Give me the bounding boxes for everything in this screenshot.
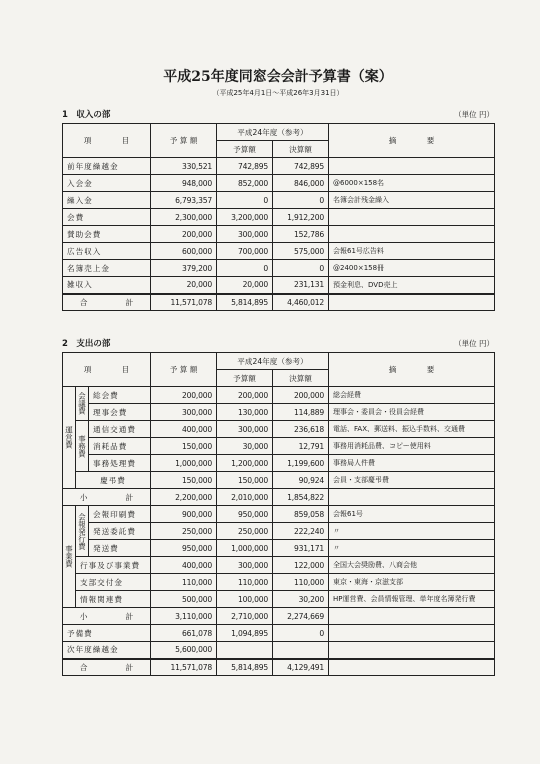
expense-total-prev-budget: 5,814,895 [217, 659, 273, 676]
biz-prev-budget: 250,000 [217, 523, 273, 540]
expense-header-item: 項 目 [63, 353, 151, 387]
ops-subtotal-label: 小 計 [63, 489, 151, 506]
ops-item: 理事会費 [89, 404, 151, 421]
biz-row [63, 574, 495, 591]
biz-note: 東京・東海・京滋支部 [329, 574, 495, 591]
income-header-row-1 [63, 124, 495, 141]
biz-prev-budget: 110,000 [217, 574, 273, 591]
ops-row [63, 455, 495, 472]
income-row [63, 260, 495, 277]
ops-item: 事務処理費 [89, 455, 151, 472]
expense-total-prev-actual: 4,129,491 [273, 659, 329, 676]
income-budget: 330,521 [151, 158, 217, 175]
income-item: 会費 [63, 209, 151, 226]
ops-item: 慶弔費 [76, 472, 151, 489]
income-table [62, 123, 495, 311]
income-prev-actual: 0 [273, 260, 329, 277]
income-header-budget: 予 算 額 [151, 124, 217, 158]
biz-prev-actual: 110,000 [273, 574, 329, 591]
carryover-row [63, 642, 495, 659]
ops-row [63, 404, 495, 421]
reserve-prev-budget: 1,094,895 [217, 625, 273, 642]
income-header-prev-budget: 予算額 [217, 141, 273, 158]
income-note [329, 158, 495, 175]
carryover-label: 次年度繰越金 [63, 642, 151, 659]
expense-header-summary: 摘 要 [329, 353, 495, 387]
document-title: 平成25年度同窓会会計予算書（案） [163, 69, 393, 85]
income-prev-actual: 231,131 [273, 277, 329, 294]
ops-budget: 150,000 [151, 472, 217, 489]
income-prev-actual: 742,895 [273, 158, 329, 175]
income-row [63, 277, 495, 294]
ops-item: 消耗品費 [89, 438, 151, 455]
ops-subtotal-budget: 2,200,000 [151, 489, 217, 506]
carryover-budget: 5,600,000 [151, 642, 217, 659]
income-budget: 2,300,000 [151, 209, 217, 226]
ops-note: 事務用消耗品費、コピー使用料 [329, 438, 495, 455]
ops-prev-actual: 90,924 [273, 472, 329, 489]
ops-row [63, 438, 495, 455]
income-total-prev-actual: 4,460,012 [273, 294, 329, 311]
income-prev-budget: 3,200,000 [217, 209, 273, 226]
biz-budget: 950,000 [151, 540, 217, 557]
income-total-prev-budget: 5,814,895 [217, 294, 273, 311]
biz-prev-actual: 859,058 [273, 506, 329, 523]
ops-subtotal-note [329, 489, 495, 506]
biz-prev-actual: 30,200 [273, 591, 329, 608]
ops-note: 理事会・委員会・役員会経費 [329, 404, 495, 421]
biz-prev-budget: 950,000 [217, 506, 273, 523]
income-prev-budget: 700,000 [217, 243, 273, 260]
biz-subtotal-prev-budget: 2,710,000 [217, 608, 273, 625]
ops-prev-budget: 1,200,000 [217, 455, 273, 472]
ops-note: 事務局人件費 [329, 455, 495, 472]
income-total-label: 合 計 [63, 294, 151, 311]
income-budget: 6,793,357 [151, 192, 217, 209]
biz-prev-actual: 222,240 [273, 523, 329, 540]
income-note: 会報61号広告料 [329, 243, 495, 260]
expense-total-row [63, 659, 495, 676]
income-prev-budget: 0 [217, 192, 273, 209]
expense-header-prev-budget: 予算額 [217, 370, 273, 387]
expense-total-note [329, 659, 495, 676]
income-row [63, 158, 495, 175]
income-prev-actual: 575,000 [273, 243, 329, 260]
income-note [329, 209, 495, 226]
ops-sub-kaigi-label: 会議費 [76, 387, 89, 421]
biz-item: 発送委託費 [89, 523, 151, 540]
biz-note: 〃 [329, 540, 495, 557]
biz-note: HP運営費、会員情報管理、単年度名簿発行費 [329, 591, 495, 608]
expense-section-header [62, 337, 494, 349]
ops-sub-jimu-label: 事務費 [76, 421, 89, 472]
ops-subtotal-prev-budget: 2,010,000 [217, 489, 273, 506]
biz-note: 全国大会奨励費、八商会他 [329, 557, 495, 574]
biz-subtotal-note [329, 608, 495, 625]
biz-prev-budget: 1,000,000 [217, 540, 273, 557]
income-budget: 948,000 [151, 175, 217, 192]
biz-budget: 250,000 [151, 523, 217, 540]
income-note: @6000×158名 [329, 175, 495, 192]
income-budget: 379,200 [151, 260, 217, 277]
biz-row [63, 523, 495, 540]
expense-header-row-1 [63, 353, 495, 370]
income-prev-budget: 852,000 [217, 175, 273, 192]
biz-item: 会報印刷費 [89, 506, 151, 523]
income-prev-actual: 152,786 [273, 226, 329, 243]
biz-prev-actual: 122,000 [273, 557, 329, 574]
income-prev-budget: 742,895 [217, 158, 273, 175]
income-row [63, 175, 495, 192]
biz-subtotal-prev-actual: 2,274,669 [273, 608, 329, 625]
biz-row [63, 557, 495, 574]
income-note: 名簿会計残金繰入 [329, 192, 495, 209]
ops-note: 総会経費 [329, 387, 495, 404]
ops-subtotal-prev-actual: 1,854,822 [273, 489, 329, 506]
income-budget: 600,000 [151, 243, 217, 260]
ops-row [63, 472, 495, 489]
expense-total-budget: 11,571,078 [151, 659, 217, 676]
biz-budget: 110,000 [151, 574, 217, 591]
biz-sub-kaiho-label: 会報発行費 [76, 506, 89, 557]
biz-row [63, 540, 495, 557]
ops-prev-budget: 300,000 [217, 421, 273, 438]
ops-budget: 150,000 [151, 438, 217, 455]
ops-item: 通信交通費 [89, 421, 151, 438]
income-note: 預金利息、DVD売上 [329, 277, 495, 294]
income-unit: （単位 円） [454, 110, 494, 119]
ops-prev-budget: 150,000 [217, 472, 273, 489]
income-prev-budget: 300,000 [217, 226, 273, 243]
income-total-budget: 11,571,078 [151, 294, 217, 311]
ops-prev-budget: 200,000 [217, 387, 273, 404]
income-prev-budget: 0 [217, 260, 273, 277]
income-item: 名簿売上金 [63, 260, 151, 277]
biz-subtotal-row [63, 608, 495, 625]
income-section-header [62, 108, 494, 120]
ops-prev-budget: 130,000 [217, 404, 273, 421]
ops-prev-actual: 12,791 [273, 438, 329, 455]
ops-prev-actual: 1,199,600 [273, 455, 329, 472]
income-header-prev-actual: 決算額 [273, 141, 329, 158]
income-row [63, 226, 495, 243]
income-item: 雑収入 [63, 277, 151, 294]
ops-row [63, 387, 495, 404]
biz-prev-budget: 100,000 [217, 591, 273, 608]
expense-header-prev: 平成24年度（参考） [217, 353, 329, 370]
biz-group-label: 事業費 [63, 506, 76, 608]
biz-budget: 500,000 [151, 591, 217, 608]
income-header-prev: 平成24年度（参考） [217, 124, 329, 141]
income-row [63, 209, 495, 226]
biz-prev-budget: 300,000 [217, 557, 273, 574]
ops-prev-budget: 30,000 [217, 438, 273, 455]
expense-total-label: 合 計 [63, 659, 151, 676]
reserve-note [329, 625, 495, 642]
ops-row [63, 421, 495, 438]
income-item: 繰入金 [63, 192, 151, 209]
biz-subtotal-label: 小 計 [63, 608, 151, 625]
ops-budget: 1,000,000 [151, 455, 217, 472]
expense-heading: 2 支出の部 [62, 339, 111, 349]
carryover-prev-budget [217, 642, 273, 659]
biz-row [63, 506, 495, 523]
biz-budget: 400,000 [151, 557, 217, 574]
income-total-note [329, 294, 495, 311]
expense-unit: （単位 円） [454, 339, 494, 348]
income-item: 賛助会費 [63, 226, 151, 243]
ops-item: 総会費 [89, 387, 151, 404]
carryover-prev-actual [273, 642, 329, 659]
income-item: 前年度繰越金 [63, 158, 151, 175]
biz-budget: 900,000 [151, 506, 217, 523]
ops-note: 電話、FAX、郵送料、振込手数料、交通費 [329, 421, 495, 438]
income-prev-actual: 846,000 [273, 175, 329, 192]
ops-subtotal-row [63, 489, 495, 506]
reserve-row [63, 625, 495, 642]
income-budget: 20,000 [151, 277, 217, 294]
income-heading: 1 収入の部 [62, 110, 111, 120]
income-item: 広告収入 [63, 243, 151, 260]
income-item: 入会金 [63, 175, 151, 192]
reserve-budget: 661,078 [151, 625, 217, 642]
biz-prev-actual: 931,171 [273, 540, 329, 557]
income-prev-budget: 20,000 [217, 277, 273, 294]
ops-group-label: 運営費 [63, 387, 76, 489]
biz-item: 支部交付金 [76, 574, 151, 591]
biz-row [63, 591, 495, 608]
biz-item: 発送費 [89, 540, 151, 557]
biz-note: 会報61号 [329, 506, 495, 523]
ops-budget: 200,000 [151, 387, 217, 404]
income-budget: 200,000 [151, 226, 217, 243]
income-note: @2400×158冊 [329, 260, 495, 277]
ops-prev-actual: 236,618 [273, 421, 329, 438]
ops-note: 会員・支部慶弔費 [329, 472, 495, 489]
biz-note: 〃 [329, 523, 495, 540]
income-header-summary: 摘 要 [329, 124, 495, 158]
income-note [329, 226, 495, 243]
income-row [63, 192, 495, 209]
expense-header-budget: 予 算 額 [151, 353, 217, 387]
reserve-prev-actual: 0 [273, 625, 329, 642]
expense-table [62, 352, 495, 676]
income-header-item: 項 目 [63, 124, 151, 158]
expense-header-prev-actual: 決算額 [273, 370, 329, 387]
income-total-row [63, 294, 495, 311]
biz-item: 行事及び事業費 [76, 557, 151, 574]
biz-item: 情報関連費 [76, 591, 151, 608]
ops-budget: 400,000 [151, 421, 217, 438]
income-prev-actual: 1,912,200 [273, 209, 329, 226]
ops-prev-actual: 200,000 [273, 387, 329, 404]
income-prev-actual: 0 [273, 192, 329, 209]
income-row [63, 243, 495, 260]
biz-subtotal-budget: 3,110,000 [151, 608, 217, 625]
ops-budget: 300,000 [151, 404, 217, 421]
reserve-label: 予備費 [63, 625, 151, 642]
carryover-note [329, 642, 495, 659]
fiscal-period: （平成25年4月1日〜平成26年3月31日） [212, 89, 344, 97]
ops-prev-actual: 114,889 [273, 404, 329, 421]
